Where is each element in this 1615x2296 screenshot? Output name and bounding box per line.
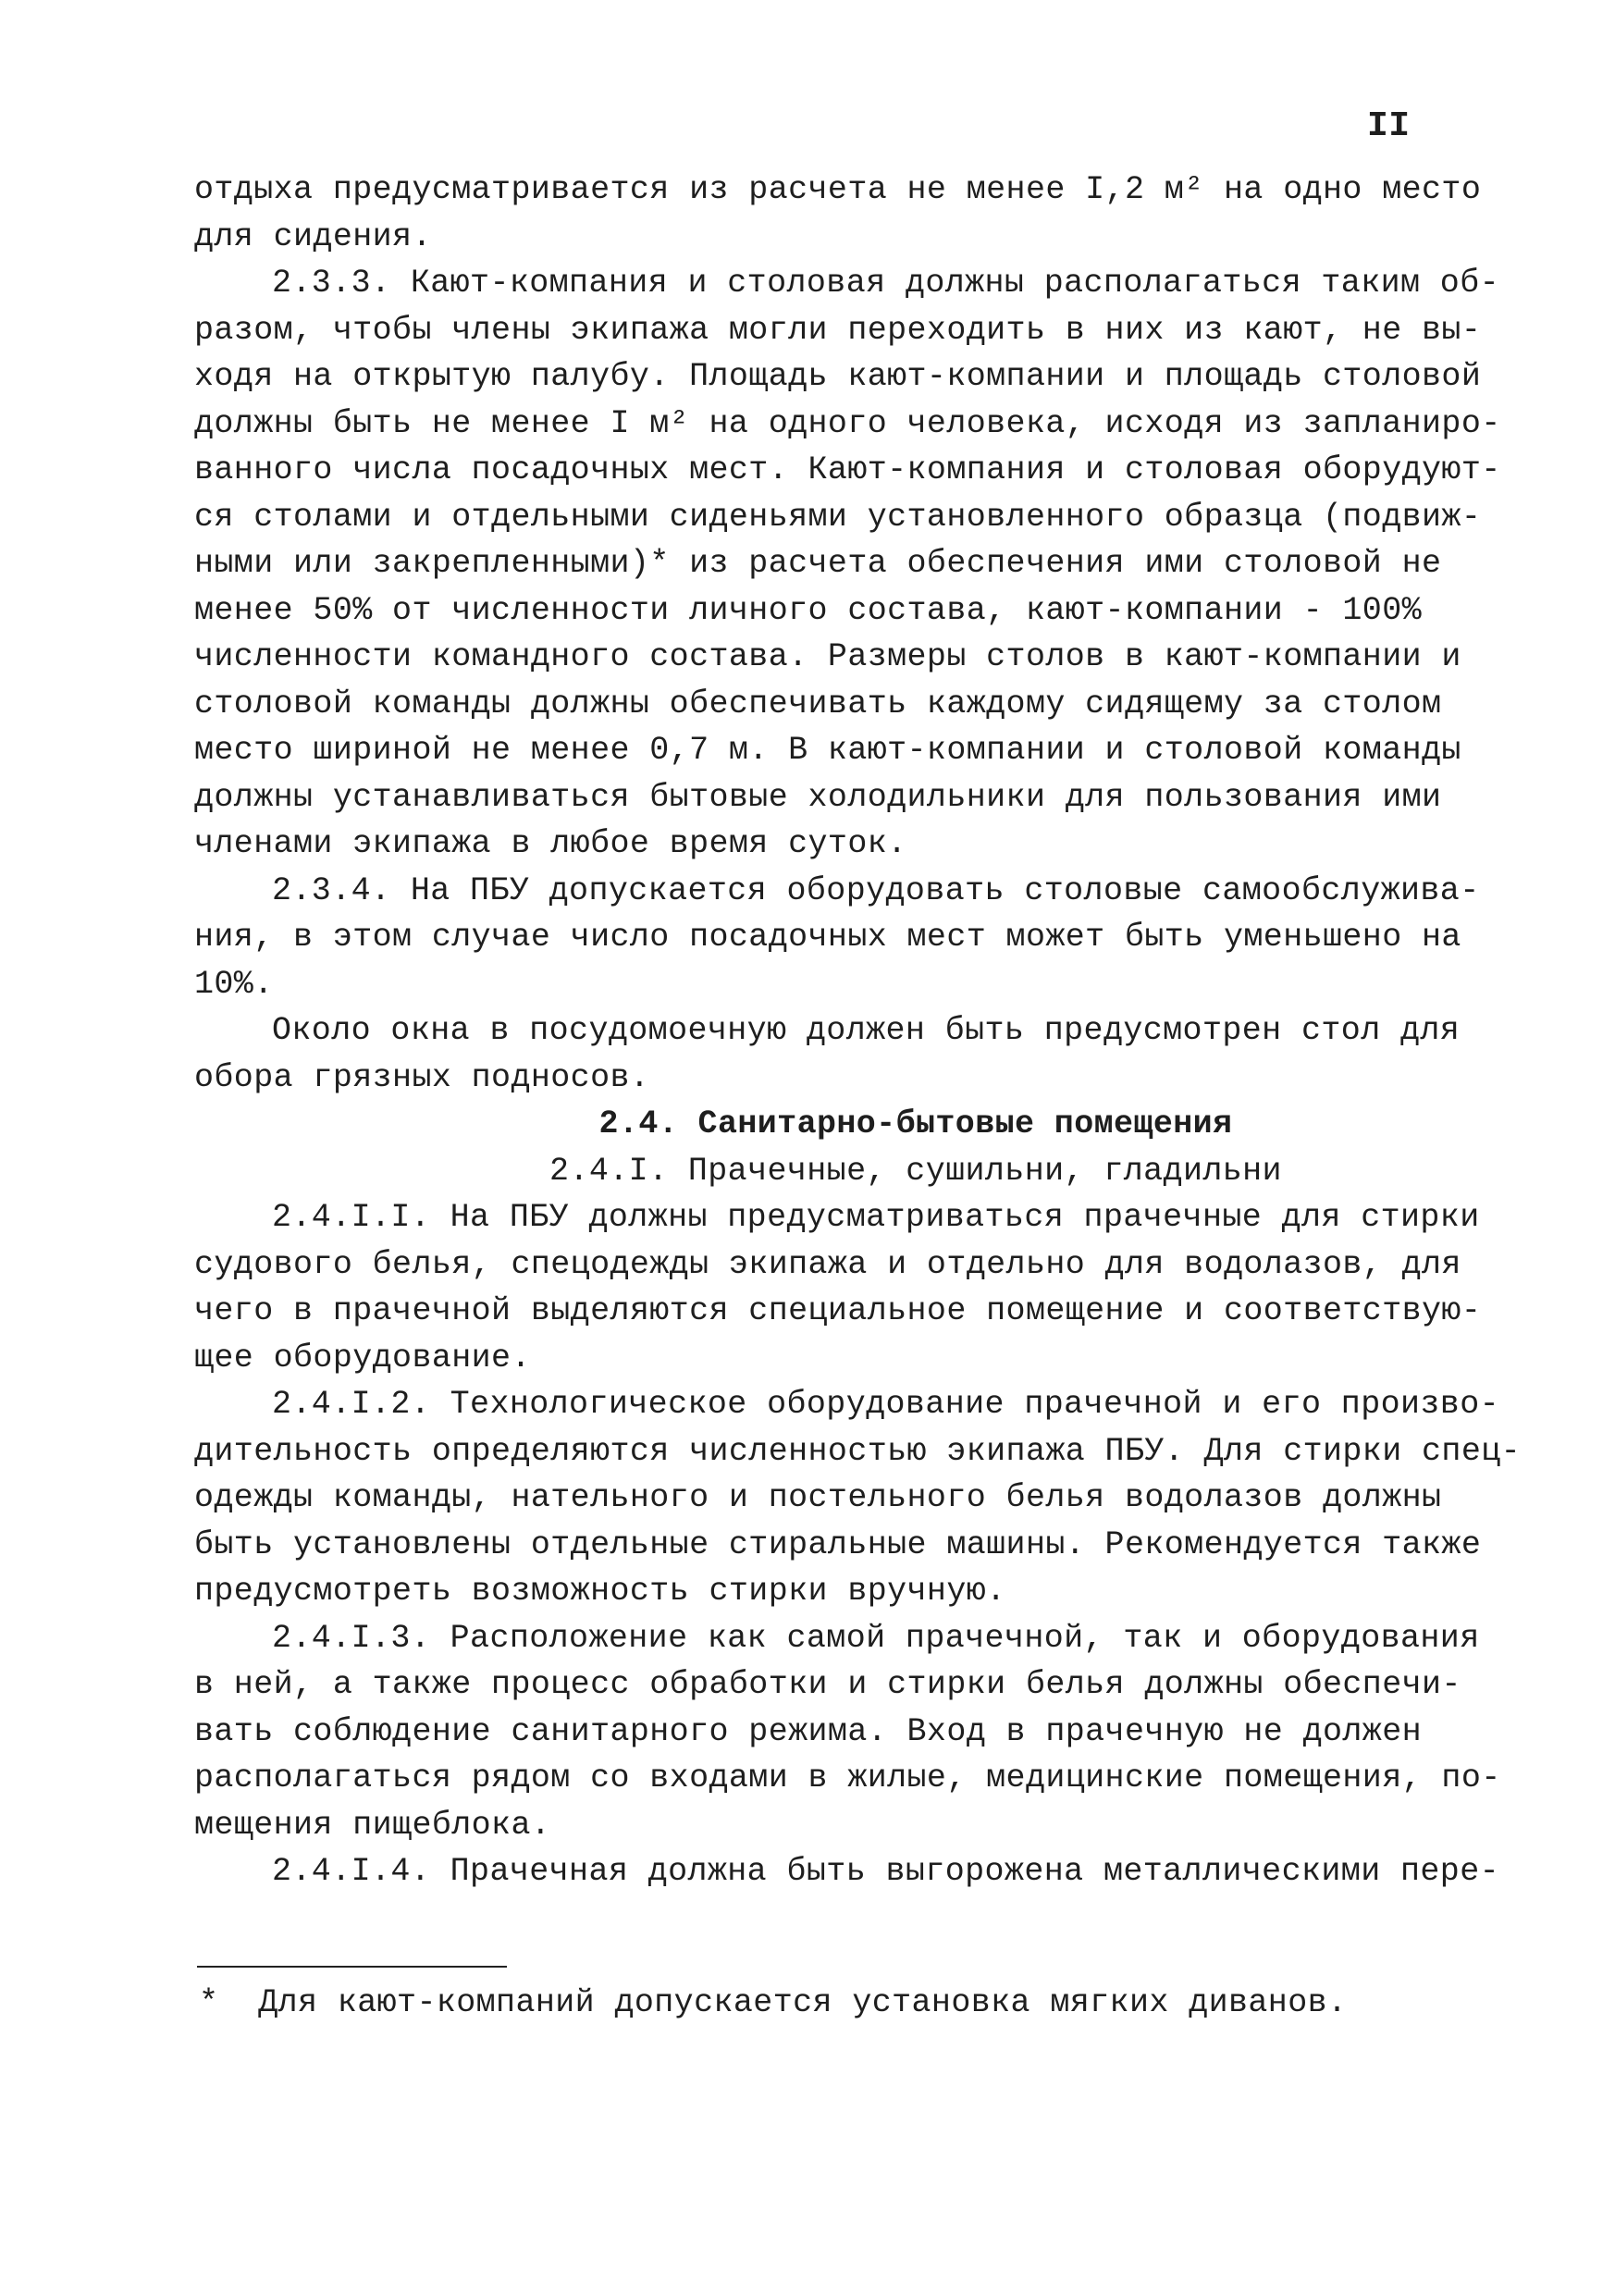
text-line: Около окна в посудомоечную должен быть предусмотрен стол для [272, 1012, 1461, 1049]
text-line: щее оборудование. [194, 1339, 531, 1376]
text-line: ными или закрепленными)* из расчета обеспечения ими столовой не [194, 545, 1442, 582]
text-line: 2.3.4. На ПБУ допускается оборудовать столовые самообслужива- [272, 871, 1480, 909]
text-line: быть установлены отдельные стиральные машины. Рекомендуется также [194, 1525, 1482, 1563]
text-line: ванного числа посадочных мест. Кают-компания и столовая оборудуют- [194, 451, 1501, 488]
text-line: менее 50% от численности личного состава, кают-компании - 100% [194, 591, 1423, 629]
text-line: численности командного состава. Размеры столов в кают-компании и [194, 638, 1461, 675]
text-line: вать соблюдение санитарного режима. Вход в прачечную не должен [194, 1712, 1423, 1750]
text-line: чего в прачечной выделяются специальное помещение и соответствую- [194, 1292, 1482, 1329]
text-line: для сидения. [194, 217, 432, 255]
text-line: 2.3.3. Кают-компания и столовая должны располагаться таким об- [272, 265, 1500, 302]
text-line: ходя на открытую палубу. Площадь кают-компании и площадь столовой [194, 358, 1482, 395]
text-line: отдыха предусматривается из расчета не менее I,2 м² на одно место [194, 171, 1482, 208]
text-line: 2.4.I.2. Технологическое оборудование прачечной и его произво- [272, 1386, 1500, 1423]
text-line: одежды команды, нательного и постельного белья водолазов должны [194, 1479, 1442, 1516]
text-line: судового белья, спецодежды экипажа и отдельно для водолазов, для [194, 1245, 1461, 1283]
text-line: столовой команды должны обеспечивать каждому сидящему за столом [194, 685, 1442, 722]
text-line: располагаться рядом со входами в жилые, медицинские помещения, по- [194, 1759, 1501, 1796]
subsection-heading: 2.4.I. Прачечные, сушильни, гладильни [549, 1152, 1282, 1190]
text-line: в ней, а также процесс обработки и стирки белья должны обеспечи- [194, 1666, 1461, 1703]
footnote: * Для кают-компаний допускается установка мягких диванов. [199, 1984, 1348, 2021]
text-line: предусмотреть возможность стирки вручную. [194, 1573, 1006, 1610]
section-heading: 2.4. Санитарно-бытовые помещения [598, 1105, 1233, 1142]
text-line: ния, в этом случае число посадочных мест может быть уменьшено на [194, 919, 1461, 956]
text-line: должны устанавливаться бытовые холодильники для пользования ими [194, 778, 1442, 816]
text-line: место шириной не менее 0,7 м. В кают-компании и столовой команды [194, 732, 1461, 769]
text-line: 10%. [194, 965, 274, 1003]
text-line: членами экипажа в любое время суток. [194, 825, 907, 862]
text-line: дительность определяются численностью экипажа ПБУ. Для стирки спец- [194, 1432, 1522, 1470]
text-line: мещения пищеблока. [194, 1806, 551, 1844]
text-line: 2.4.I.4. Прачечная должна быть выгорожена металлическими пере- [272, 1853, 1500, 1890]
text-line: 2.4.I.3. Расположение как самой прачечной, так и оборудования [272, 1619, 1480, 1657]
text-line: обора грязных подносов. [194, 1058, 650, 1096]
text-line: должны быть не менее I м² на одного человека, исходя из запланиро- [194, 404, 1501, 442]
footnote-divider [197, 1966, 507, 1968]
body-text [194, 167, 1522, 1895]
page-number: II [1367, 106, 1411, 146]
text-line: ся столами и отдельными сиденьями установленного образца (подвиж- [194, 498, 1482, 536]
text-line: 2.4.I.I. На ПБУ должны предусматриваться прачечные для стирки [272, 1199, 1480, 1236]
text-line: разом, чтобы члены экипажа могли переходить в них из кают, не вы- [194, 311, 1482, 349]
